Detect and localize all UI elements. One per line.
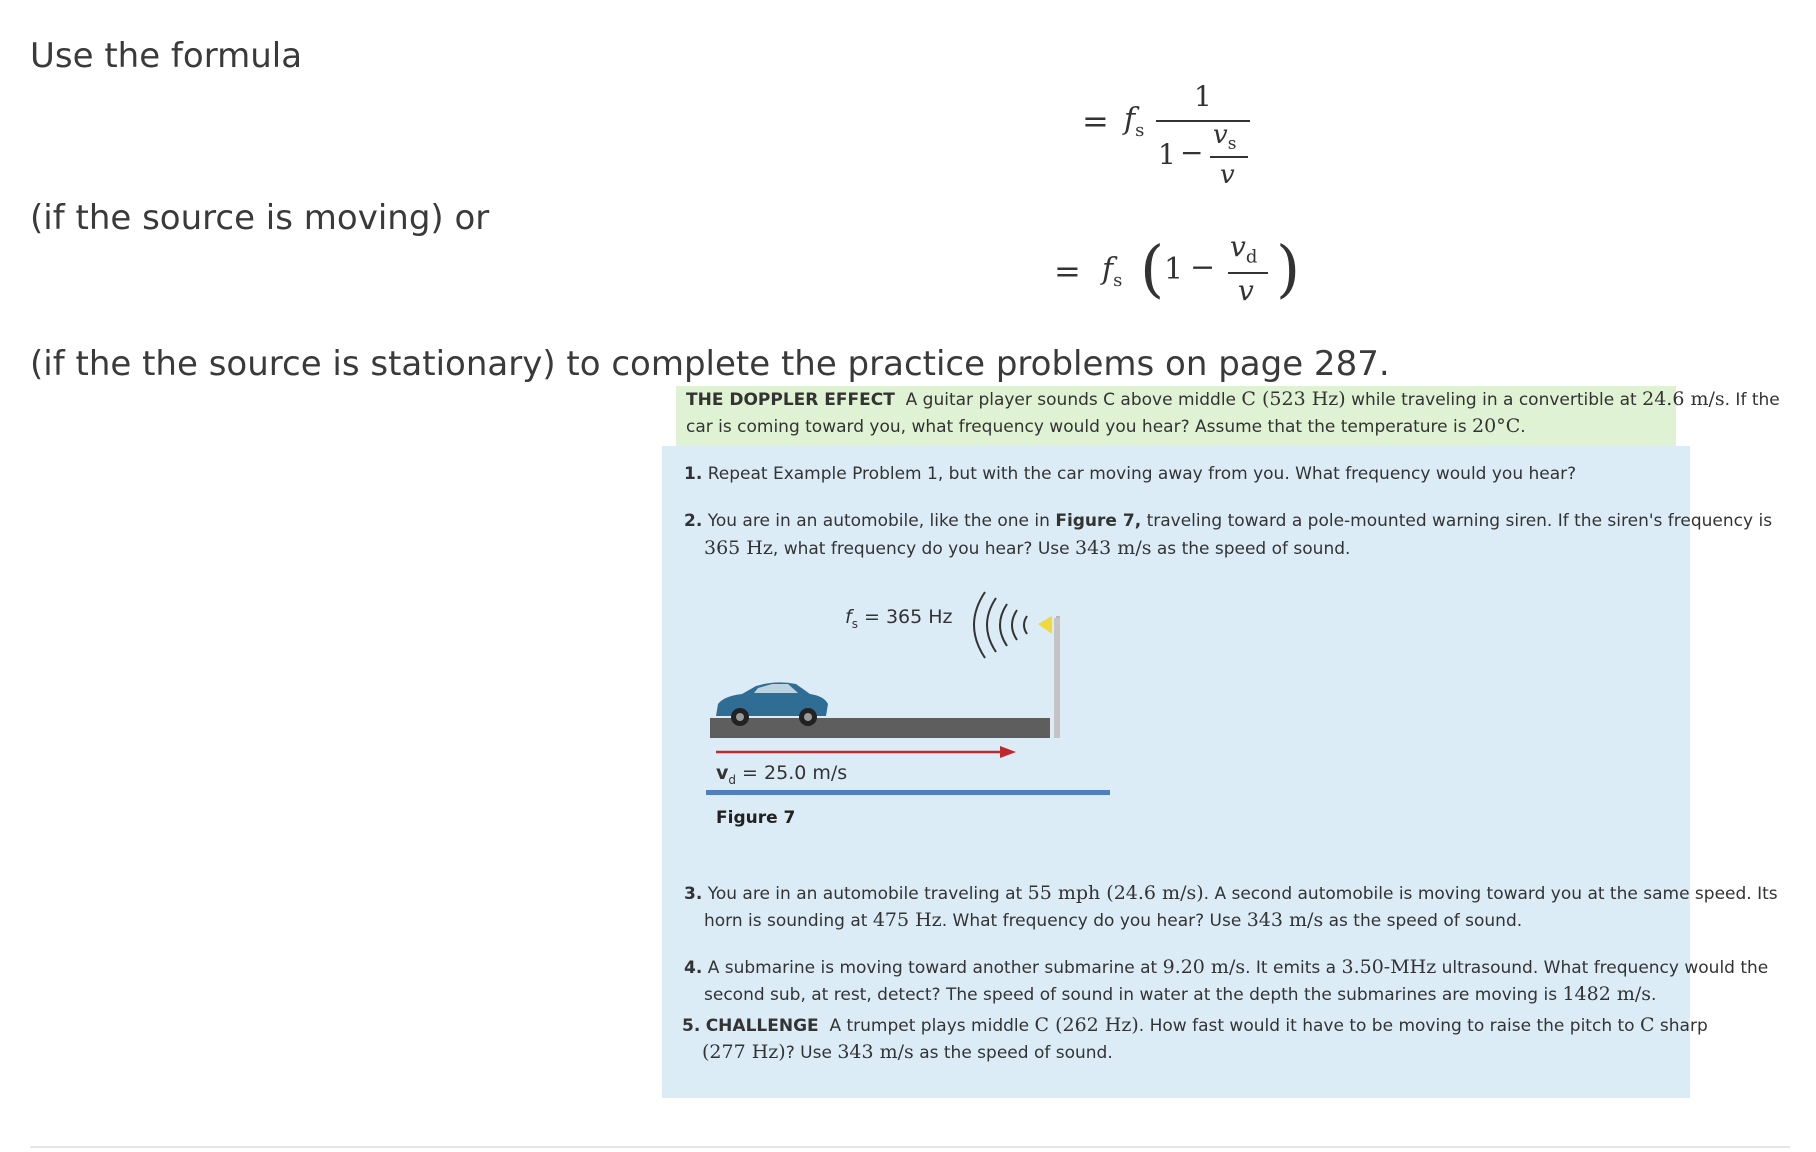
vs-symbol: $v_s$ bbox=[1213, 120, 1237, 155]
numerator: 1 bbox=[1194, 80, 1212, 113]
problem-4-line-2: second sub, at rest, detect? The speed of sound in water at the depth the submarines are moving is 1482 m/s. bbox=[704, 983, 1657, 1005]
right-paren: ) bbox=[1276, 232, 1301, 305]
fs-symbol: $f_s$ bbox=[1102, 252, 1123, 291]
v-symbol: v bbox=[1220, 160, 1235, 190]
example-line-2: car is coming toward you, what frequency would you hear? Assume that the temperature is 20°C. bbox=[686, 415, 1526, 437]
velocity-arrow-head bbox=[1000, 746, 1016, 758]
problem-5-line-2: (277 Hz)? Use 343 m/s as the speed of sound. bbox=[702, 1041, 1113, 1063]
siren-icon bbox=[1038, 616, 1052, 634]
car-velocity-label: $v_d = 25.0$ m/s bbox=[716, 762, 848, 787]
intro-line-1: Use the formula bbox=[30, 36, 303, 76]
v-symbol: v bbox=[1238, 274, 1254, 307]
problem-2-line-2: 365 Hz, what frequency do you hear? Use 343 m/s as the speed of sound. bbox=[704, 537, 1351, 559]
vd-symbol: $v_d$ bbox=[1230, 230, 1258, 268]
problem-3-line-1: 3. You are in an automobile traveling at 55 mph (24.6 m/s). A second automobile is moving toward you at the same speed. Its bbox=[684, 882, 1778, 904]
formula-moving-source bbox=[1070, 80, 1260, 195]
problem-4-line-1: 4. A submarine is moving toward another submarine at 9.20 m/s. It emits a 3.50-MHz ultrasound. What frequency would the bbox=[684, 956, 1769, 978]
problem-3-line-2: horn is sounding at 475 Hz. What frequency do you hear? Use 343 m/s as the speed of sound. bbox=[704, 909, 1523, 931]
formula-stationary-source bbox=[1050, 232, 1300, 327]
minus-sign: − bbox=[1180, 136, 1204, 169]
intro-line-2: (if the source is moving) or bbox=[30, 198, 490, 238]
figure-caption: Figure 7 bbox=[716, 808, 796, 828]
siren-pole-shaft bbox=[1054, 618, 1060, 738]
challenge-label: CHALLENGE bbox=[705, 1016, 819, 1036]
denominator-one: 1 bbox=[1158, 138, 1176, 171]
one: 1 bbox=[1164, 252, 1184, 287]
sound-waves-icon bbox=[974, 592, 1027, 658]
fs-symbol: $f_s$ bbox=[1124, 102, 1145, 141]
intro-line-3: (if the the source is stationary) to complete the practice problems on page 287. bbox=[30, 344, 1390, 384]
example-line-1: THE DOPPLER EFFECT A guitar player sounds C above middle C (523 Hz) while traveling in a convertible at 24.6 m/s. If the bbox=[686, 388, 1780, 410]
left-paren: ( bbox=[1140, 232, 1165, 305]
problem-5-line-1: 5. CHALLENGE A trumpet plays middle C (262 Hz). How fast would it have to be moving to raise the pitch to C sharp bbox=[682, 1014, 1708, 1036]
minus-sign: − bbox=[1190, 250, 1216, 285]
problem-2-line-1: 2. You are in an automobile, like the one in Figure 7, traveling toward a pole-mounted warning siren. If the siren's frequency is bbox=[684, 511, 1773, 531]
equals-sign: = bbox=[1082, 102, 1109, 140]
figure-rule bbox=[706, 790, 1110, 795]
example-problem-box bbox=[676, 386, 1780, 446]
road bbox=[710, 718, 1050, 738]
bottom-divider bbox=[30, 1146, 1790, 1148]
siren-frequency-label: $f_s = 365$ Hz bbox=[845, 606, 953, 631]
problem-1: 1. Repeat Example Problem 1, but with the car moving away from you. What frequency would you hear? bbox=[684, 464, 1577, 484]
equals-sign: = bbox=[1054, 252, 1081, 290]
practice-problems-panel bbox=[662, 446, 1778, 1098]
figure-7 bbox=[702, 576, 1082, 826]
example-heading: THE DOPPLER EFFECT bbox=[686, 390, 895, 410]
